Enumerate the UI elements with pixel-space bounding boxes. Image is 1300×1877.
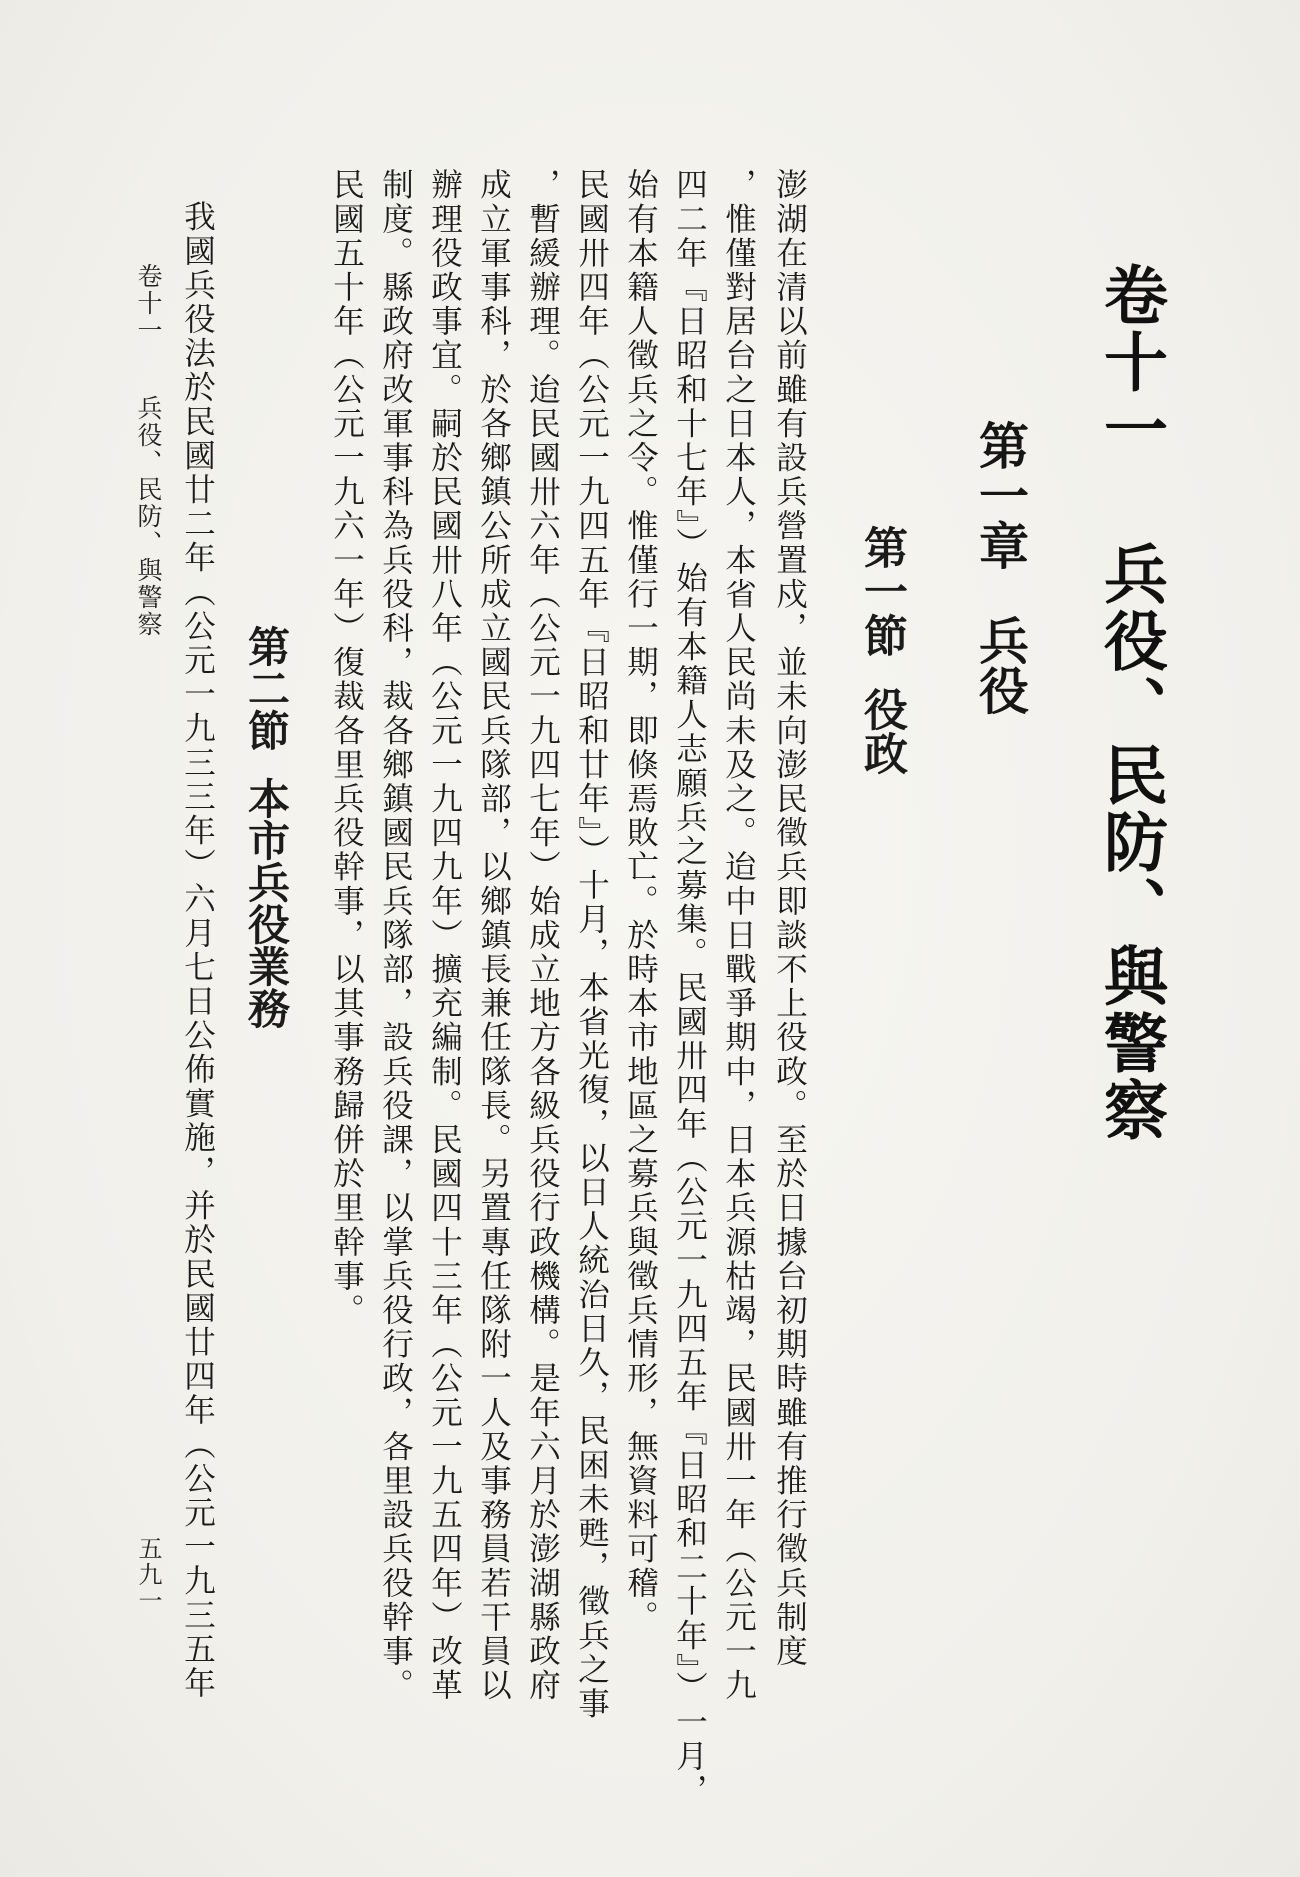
section-2-title	[242, 625, 291, 1029]
body-line: 澎湖在清以前雖有設兵營置戍，並未向澎民徵兵即談不上役政。至於日據台初期時雖有推行徵兵制度	[771, 168, 808, 1669]
section-1-name: 役政	[856, 687, 907, 775]
running-footer-topic: 兵役、民防、與警察	[134, 395, 163, 638]
body-line: 民國卅四年（公元一九四五年『日昭和廿年』）十月，本省光復，以日人統治日久，民困未甦，徵兵之事	[573, 168, 610, 1721]
chapter-name: 兵役	[971, 615, 1030, 715]
body-line: 四二年『日昭和十七年』）始有本籍人志願兵之募集。民國卅四年（公元一九四五年『日昭和二十年』）一月，	[671, 168, 708, 1808]
body-line: 我國兵役法於民國廿二年（公元一九三三年）六月七日公佈實施，并於民國廿四年（公元一九三五年	[179, 200, 216, 1701]
section-1-number: 第一節	[856, 525, 907, 657]
body-line: 制度。縣政府改軍事科為兵役科，裁各鄉鎮國民兵隊部，設兵役課，以掌兵役行政，各里設兵役幹事。	[377, 168, 414, 1703]
section-2-number: 第二節	[242, 625, 291, 751]
volume-title: 卷十一 兵役、民防、與警察	[1093, 262, 1168, 1144]
body-line: 始有本籍人徵兵之令。惟僅行一期，即倏焉敗亡。於時本市地區之募兵與徵兵情形，無資料可稽。	[622, 168, 659, 1635]
chapter-number: 第一章	[971, 420, 1030, 570]
body-line: 成立軍事科，於各鄉鎮公所成立國民兵隊部，以鄉鎮長兼任隊長。另置專任隊附一人及事務員若干員以	[475, 168, 512, 1703]
section-2-name: 本市兵役業務	[242, 777, 291, 1029]
body-line: 民國五十年（公元一九六一年）復裁各里兵役幹事，以其事務歸併於里幹事。	[328, 168, 365, 1328]
body-line: ，暫緩辦理。迨民國卅六年（公元一九四七年）始成立地方各級兵役行政機構。是年六月於澎湖縣政府	[524, 168, 561, 1703]
section-1-title	[856, 525, 907, 775]
running-footer-volume: 卷十一	[134, 263, 163, 344]
page-number: 五九一	[134, 1536, 162, 1614]
body-line: ，惟僅對居台之日本人，本省人民尚未及之。迨中日戰爭期中，日本兵源枯竭，民國卅一年（公元一九	[720, 168, 757, 1703]
body-line: 辦理役政事宜。嗣於民國卅八年（公元一九四九年）擴充編制。民國四十三年（公元一九五四年）改革	[426, 168, 463, 1703]
chapter-title	[971, 420, 1030, 715]
